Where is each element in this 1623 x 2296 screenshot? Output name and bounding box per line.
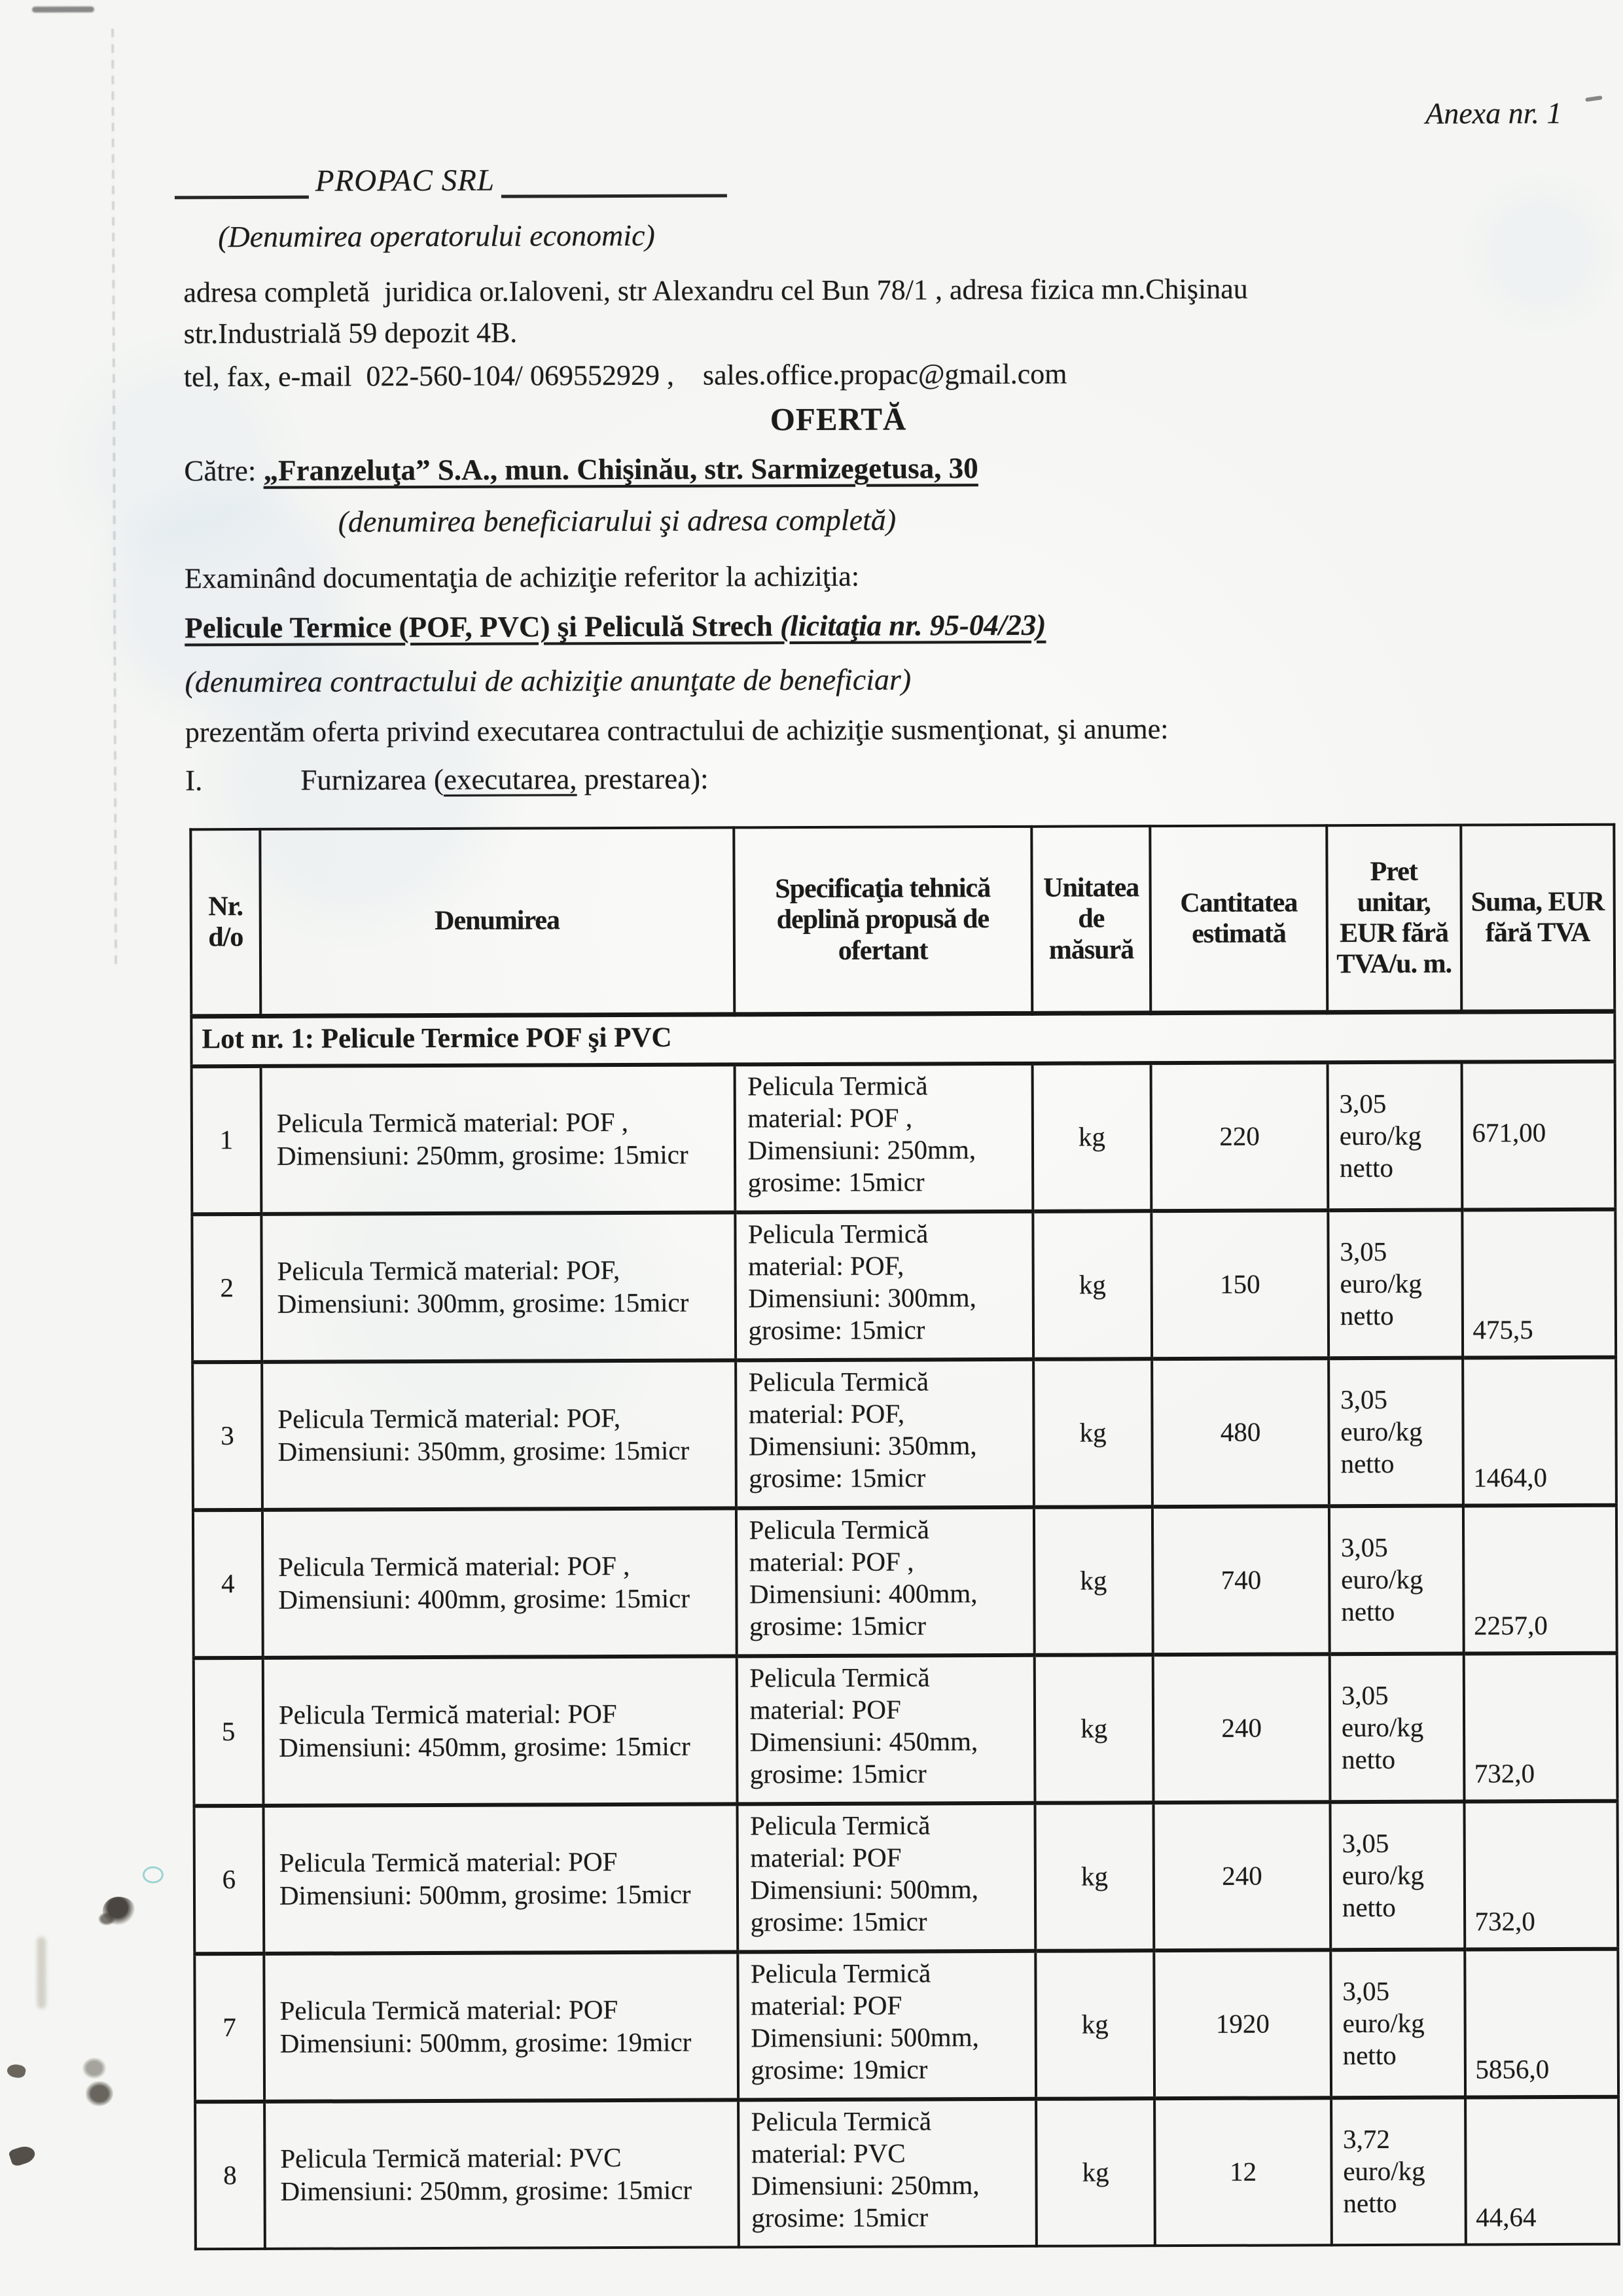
annex-note: Anexa nr. 1 xyxy=(1425,96,1562,130)
row-2-unit: kg xyxy=(1033,1211,1152,1359)
table-row xyxy=(192,1209,1616,1362)
row-8-unit: kg xyxy=(1036,2098,1155,2246)
row-2-qty: 150 xyxy=(1152,1210,1329,1359)
scan-artifact-top-right xyxy=(1585,96,1603,102)
row-4-nr: 4 xyxy=(193,1510,263,1658)
row-7-unit: kg xyxy=(1035,1950,1154,2099)
operator-name: PROPAC SRL xyxy=(315,163,495,198)
scan-artifact-edge-mark xyxy=(6,2063,26,2079)
operator-name-line xyxy=(175,156,727,199)
scan-artifact-edge-mark xyxy=(8,2144,37,2168)
presentation-line: prezentăm oferta privind executarea contractului de achiziţie susmenţionat, şi anume: xyxy=(185,713,1169,749)
header-unit: Unitatea de măsură xyxy=(1031,826,1151,1013)
row-5-price: 3,05 euro/kg netto xyxy=(1330,1653,1464,1802)
recipient-line xyxy=(184,451,978,488)
recipient-value: „Franzeluţa” S.A., mun. Chişinău, str. Sarmizegetusa, 30 xyxy=(263,452,978,487)
header-sum: Suma, EUR fără TVA xyxy=(1461,825,1614,1012)
row-4-unit: kg xyxy=(1034,1507,1153,1655)
row-4-sum: 2257,0 xyxy=(1463,1505,1616,1653)
scan-artifact-blob xyxy=(98,1912,115,1926)
row-2-price: 3,05 euro/kg netto xyxy=(1328,1210,1462,1358)
row-6-nr: 6 xyxy=(194,1806,264,1954)
row-1-spec: Pelicula Termică material: POF , Dimensiuni: 250mm, grosime: 15micr xyxy=(734,1063,1033,1212)
table-row xyxy=(194,1801,1618,1954)
row-3-spec: Pelicula Termică material: POF, Dimensiuni: 350mm, grosime: 15micr xyxy=(736,1359,1034,1508)
row-5-spec: Pelicula Termică material: POF Dimensiuni: 450mm, grosime: 15micr xyxy=(736,1655,1035,1804)
section-text-post: prestarea): xyxy=(577,762,709,796)
header-spec: Specificaţia tehnică deplină propusă de ofertant xyxy=(734,827,1032,1014)
row-1-unit: kg xyxy=(1032,1063,1151,1211)
scan-artifact-blob xyxy=(86,2081,113,2106)
contact-line: tel, fax, e-mail 022-560-104/ 069552929 , sales.office.propac@gmail.com xyxy=(183,357,1067,393)
row-6-price: 3,05 euro/kg netto xyxy=(1330,1801,1464,1950)
row-3-nr: 3 xyxy=(192,1362,262,1510)
table-row xyxy=(194,1653,1618,1806)
lot-label: Lot nr. 1: Pelicule Termice POF şi PVC xyxy=(191,1011,1614,1066)
row-6-qty: 240 xyxy=(1154,1802,1330,1950)
table-row xyxy=(193,1505,1617,1658)
row-8-price: 3,72 euro/kg netto xyxy=(1331,2097,1465,2245)
row-6-name: Pelicula Termică material: POF Dimensiuni: 500mm, grosime: 15micr xyxy=(263,1804,737,1954)
scan-artifact-edge-smudge xyxy=(37,1937,46,2009)
subject-line xyxy=(185,608,1046,645)
header-qty: Cantitatea estimată xyxy=(1150,825,1327,1013)
row-4-name: Pelicula Termică material: POF , Dimensiuni: 400mm, grosime: 15micr xyxy=(262,1508,736,1658)
address-line-2: str.Industrială 59 depozit 4B. xyxy=(183,316,518,350)
row-5-nr: 5 xyxy=(194,1658,264,1806)
scan-artifact-feed-line xyxy=(111,29,117,965)
scan-artifact-blob xyxy=(99,1893,137,1929)
recipient-caption: (denumirea beneficiarului şi adresa completă) xyxy=(338,503,897,539)
examination-line: Examinând documentaţia de achiziţie referitor la achiziţia: xyxy=(184,560,860,595)
header-price: Pret unitar, EUR fără TVA/u. m. xyxy=(1327,825,1461,1013)
row-1-name: Pelicula Termică material: POF , Dimensiuni: 250mm, grosime: 15micr xyxy=(260,1064,734,1214)
row-1-qty: 220 xyxy=(1151,1062,1328,1211)
recipient-label: Către: xyxy=(184,454,264,488)
row-8-spec: Pelicula Termică material: PVC Dimensiuni: 250mm, grosime: 15micr xyxy=(738,2098,1037,2247)
operator-caption: (Denumirea operatorului economic) xyxy=(218,218,655,254)
table-row xyxy=(194,1948,1618,2102)
subject-main: Pelicule Termice (POF, PVC) şi Peliculă Strech xyxy=(185,609,781,645)
row-7-name: Pelicula Termică material: POF Dimensiuni: 500mm, grosime: 19micr xyxy=(264,1952,738,2102)
lot-row xyxy=(191,1011,1614,1066)
row-5-qty: 240 xyxy=(1153,1654,1330,1803)
row-3-qty: 480 xyxy=(1152,1358,1329,1507)
offer-table-header xyxy=(190,825,1614,1016)
address-line-1: adresa completă juridica or.Ialoveni, str Alexandru cel Bun 78/1 , adresa fizica mn.Chişinau xyxy=(183,272,1248,309)
scan-artifact-blob xyxy=(82,2058,106,2079)
header-name: Denumirea xyxy=(260,827,734,1016)
header-nr: Nr. d/o xyxy=(190,829,260,1016)
row-4-qty: 740 xyxy=(1152,1506,1329,1655)
row-1-price: 3,05 euro/kg netto xyxy=(1327,1062,1461,1210)
row-7-qty: 1920 xyxy=(1154,1950,1331,2098)
table-row xyxy=(192,1357,1616,1510)
offer-table-body xyxy=(191,1011,1619,2249)
row-4-price: 3,05 euro/kg netto xyxy=(1329,1505,1463,1654)
row-5-sum: 732,0 xyxy=(1463,1653,1617,1801)
row-3-sum: 1464,0 xyxy=(1463,1357,1616,1505)
row-7-price: 3,05 euro/kg netto xyxy=(1330,1949,1465,2098)
row-7-nr: 7 xyxy=(194,1954,264,2102)
offer-title: OFERTĂ xyxy=(770,401,907,438)
underscore-line-left xyxy=(175,158,309,200)
subject-licitation: (licitaţia nr. 95-04/23) xyxy=(779,608,1046,643)
row-8-nr: 8 xyxy=(195,2102,265,2249)
section-gap xyxy=(202,790,300,791)
row-6-unit: kg xyxy=(1035,1803,1154,1951)
scan-artifact-corner-dash xyxy=(32,7,94,12)
row-2-nr: 2 xyxy=(192,1214,262,1362)
row-5-name: Pelicula Termică material: POF Dimensiuni: 450mm, grosime: 15micr xyxy=(263,1656,737,1806)
row-3-name: Pelicula Termică material: POF, Dimensiuni: 350mm, grosime: 15micr xyxy=(262,1360,736,1510)
section-number: I. xyxy=(185,764,203,797)
row-1-sum: 671,00 xyxy=(1461,1061,1615,1210)
row-4-spec: Pelicula Termică material: POF , Dimensiuni: 400mm, grosime: 15micr xyxy=(736,1507,1034,1656)
table-row xyxy=(195,2096,1619,2249)
section-heading xyxy=(185,762,709,798)
row-8-sum: 44,64 xyxy=(1465,2096,1619,2244)
row-8-qty: 12 xyxy=(1154,2098,1331,2246)
row-8-name: Pelicula Termică material: PVC Dimensiuni: 250mm, grosime: 15micr xyxy=(264,2100,738,2249)
section-text-underlined: executarea, xyxy=(443,762,577,796)
offer-table xyxy=(189,823,1620,2250)
row-1-nr: 1 xyxy=(192,1066,262,1214)
subject-caption: (denumirea contractului de achiziţie anunţate de beneficiar) xyxy=(185,662,912,699)
underscore-line-right xyxy=(501,156,727,198)
row-2-spec: Pelicula Termică material: POF, Dimensiuni: 300mm, grosime: 15micr xyxy=(735,1211,1033,1360)
row-7-sum: 5856,0 xyxy=(1465,1948,1618,2097)
section-text-pre: Furnizarea ( xyxy=(300,762,444,797)
row-6-spec: Pelicula Termică material: POF Dimensiuni: 500mm, grosime: 15micr xyxy=(737,1803,1035,1952)
row-3-unit: kg xyxy=(1033,1359,1152,1507)
row-2-name: Pelicula Termică material: POF, Dimensiuni: 300mm, grosime: 15micr xyxy=(261,1212,735,1362)
table-row xyxy=(192,1061,1616,1214)
row-2-sum: 475,5 xyxy=(1462,1209,1616,1357)
row-3-price: 3,05 euro/kg netto xyxy=(1329,1357,1463,1506)
row-5-unit: kg xyxy=(1034,1655,1153,1803)
row-6-sum: 732,0 xyxy=(1464,1801,1618,1949)
scan-artifact-ink-ring xyxy=(143,1866,164,1883)
row-7-spec: Pelicula Termică material: POF Dimensiuni: 500mm, grosime: 19micr xyxy=(738,1950,1036,2100)
